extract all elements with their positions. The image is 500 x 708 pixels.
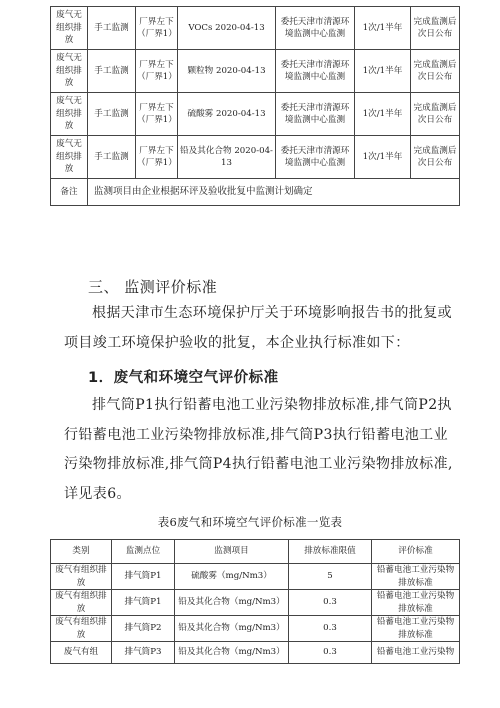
- cell-standard: 铅蓄电池工业污染物排放标准: [372, 564, 460, 590]
- cell-location: 厂界左下（厂界1）: [136, 50, 178, 93]
- cell-frequency: 1次/1半年: [355, 50, 411, 93]
- note-text: 监测项目由企业根据环评及验收批复中监测计划确定: [88, 179, 460, 206]
- table-row: [51, 590, 460, 616]
- section-title: 三、 监测评价标准: [88, 278, 218, 296]
- header-item: 监测项目: [175, 540, 289, 564]
- cell-limit: 5: [289, 564, 372, 590]
- cell-location: 厂界左下（厂界1）: [136, 93, 178, 136]
- cell-category: 废气有组织排放: [51, 564, 112, 590]
- table-row: [51, 564, 460, 590]
- cell-standard: 铅蓄电池工业污染物排放标准: [372, 590, 460, 616]
- cell-type: 废气无组织排放: [51, 50, 88, 93]
- cell-publish: 完成监测后次日公布: [411, 93, 460, 136]
- table-row: [51, 93, 460, 136]
- cell-limit: 0.3: [289, 590, 372, 616]
- cell-point: 排气筒P2: [112, 616, 175, 642]
- cell-frequency: 1次/1半年: [355, 136, 411, 179]
- monitoring-plan-table: [50, 6, 460, 206]
- table-caption: 表6废气和环境空气评价标准一览表: [157, 515, 343, 529]
- table-header-row: [51, 540, 460, 564]
- subsection-title: 1．废气和环境空气评价标准: [88, 370, 279, 386]
- cell-method: 手工监测: [88, 93, 136, 136]
- cell-item: 铅及其化合物 2020-04-13: [178, 136, 276, 179]
- cell-item: 硫酸雾 2020-04-13: [178, 93, 276, 136]
- table-row: [51, 7, 460, 50]
- cell-point: 排气筒P1: [112, 590, 175, 616]
- note-row: [51, 179, 460, 206]
- cell-category: 废气有组: [51, 642, 112, 664]
- cell-point: 排气筒P3: [112, 642, 175, 664]
- cell-type: 废气无组织排放: [51, 7, 88, 50]
- header-standard: 评价标准: [372, 540, 460, 564]
- cell-item: 颗粒物 2020-04-13: [178, 50, 276, 93]
- cell-method: 手工监测: [88, 136, 136, 179]
- cell-point: 排气筒P1: [112, 564, 175, 590]
- cell-publish: 完成监测后次日公布: [411, 50, 460, 93]
- table-row: [51, 642, 460, 664]
- cell-standard: 铅蓄电池工业污染物排放标准: [372, 616, 460, 642]
- cell-category: 废气有组织排放: [51, 590, 112, 616]
- standards-paragraph: 排气筒P1执行铅蓄电池工业污染物排放标准,排气筒P2执行铅蓄电池工业污染物排放标准,排气筒P3执行铅蓄电池工业污染物排放标准,排气筒P4执行铅蓄电池工业污染物排放标准,详见表6。: [64, 397, 453, 502]
- cell-location: 厂界左下（厂界1）: [136, 7, 178, 50]
- table-row: [51, 616, 460, 642]
- cell-agency: 委托天津市清源环境监测中心监测: [276, 93, 355, 136]
- cell-item: 铅及其化合物（mg/Nm3）: [175, 616, 289, 642]
- cell-agency: 委托天津市清源环境监测中心监测: [276, 50, 355, 93]
- cell-agency: 委托天津市清源环境监测中心监测: [276, 7, 355, 50]
- cell-item: 铅及其化合物（mg/Nm3）: [175, 642, 289, 664]
- cell-item: 铅及其化合物（mg/Nm3）: [175, 590, 289, 616]
- cell-item: VOCs 2020-04-13: [178, 7, 276, 50]
- cell-limit: 0.3: [289, 616, 372, 642]
- cell-item: 硫酸雾（mg/Nm3）: [175, 564, 289, 590]
- table-row: [51, 136, 460, 179]
- header-point: 监测点位: [112, 540, 175, 564]
- cell-standard: 铅蓄电池工业污染物: [372, 642, 460, 664]
- cell-frequency: 1次/1半年: [355, 7, 411, 50]
- cell-method: 手工监测: [88, 7, 136, 50]
- header-category: 类别: [51, 540, 112, 564]
- intro-paragraph: 根据天津市生态环境保护厅关于环境影响报告书的批复或项目竣工环境保护验收的批复，本企业执行标准如下：: [64, 305, 452, 351]
- standards-table: [50, 539, 460, 664]
- cell-frequency: 1次/1半年: [355, 93, 411, 136]
- cell-publish: 完成监测后次日公布: [411, 7, 460, 50]
- cell-category: 废气有组织排放: [51, 616, 112, 642]
- cell-agency: 委托天津市清源环境监测中心监测: [276, 136, 355, 179]
- cell-publish: 完成监测后次日公布: [411, 136, 460, 179]
- cell-location: 厂界左下（厂界1）: [136, 136, 178, 179]
- cell-type: 废气无组织排放: [51, 136, 88, 179]
- cell-method: 手工监测: [88, 50, 136, 93]
- note-label: 备注: [51, 179, 88, 206]
- table-row: [51, 50, 460, 93]
- cell-limit: 0.3: [289, 642, 372, 664]
- header-limit: 排放标准限值: [289, 540, 372, 564]
- cell-type: 废气无组织排放: [51, 93, 88, 136]
